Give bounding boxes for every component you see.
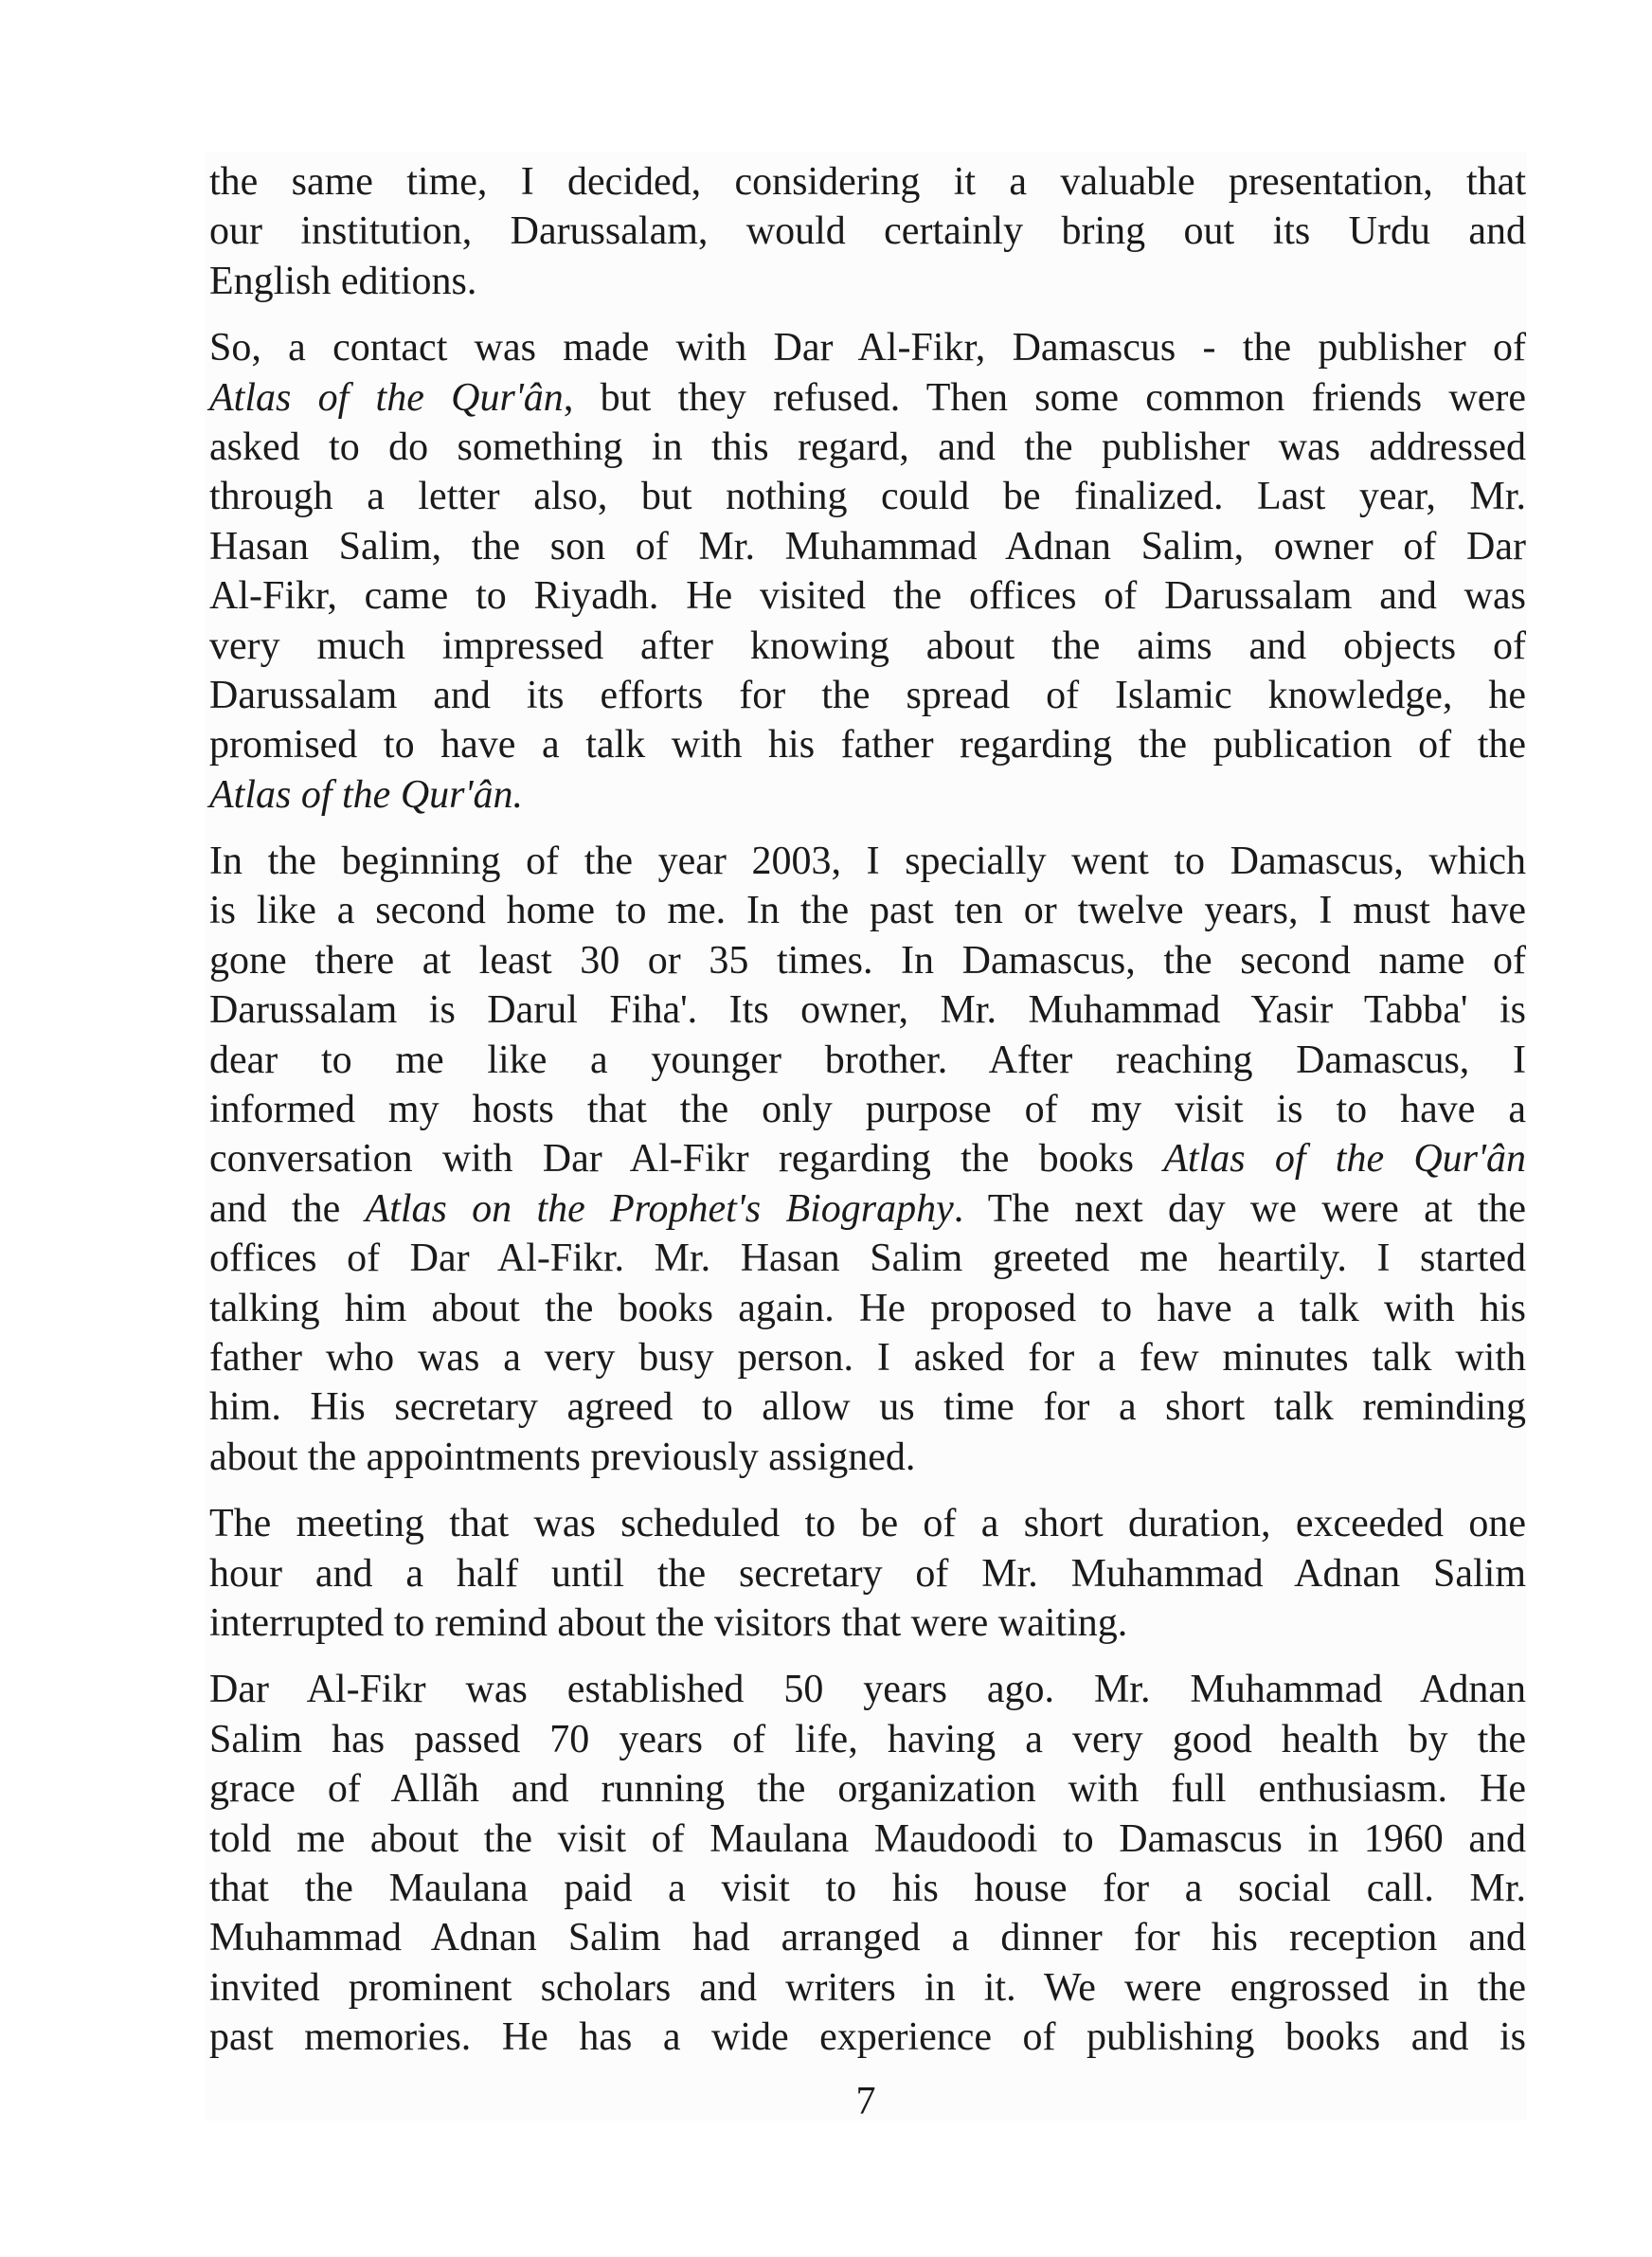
text-line [209, 1085, 1526, 1134]
text-line [209, 1598, 1526, 1648]
text-segment: conversation with Dar Al-Fikr regarding the books [209, 1137, 1164, 1182]
text-segment: Hasan Salim, the son of Mr. Muhammad Adnan Salim, owner of Dar [209, 524, 1526, 569]
text-segment: offices of Dar Al-Fikr. Mr. Hasan Salim greeted me heartily. I started [209, 1237, 1526, 1281]
text-segment: talking him about the books again. He proposed to have a talk with his [209, 1286, 1526, 1330]
text-line [209, 1333, 1526, 1382]
italic-title: Atlas of the Qur'ân. [209, 772, 523, 817]
text-line [209, 2013, 1526, 2062]
text-line [209, 1499, 1526, 1548]
page-number: 7 [855, 2080, 876, 2123]
text-segment: that the Maulana paid a visit to his house for a social call. Mr. [209, 1866, 1526, 1910]
text-line [209, 985, 1526, 1035]
paragraph [209, 1499, 1526, 1648]
text-segment: Muhammad Adnan Salim had arranged a dinner for his reception and [209, 1916, 1526, 1960]
italic-title: Atlas of the Qur'ân [209, 375, 564, 420]
text-segment: promised to have a talk with his father regarding the publication of the [209, 723, 1526, 767]
text-line [209, 207, 1526, 256]
text-segment: Salim has passed 70 years of life, having a very good health by the [209, 1717, 1526, 1761]
text-segment: is like a second home to me. In the past ten or twelve years, I must have [209, 889, 1526, 933]
text-segment: through a letter also, but nothing could be finalized. Last year, Mr. [209, 475, 1526, 519]
text-segment: and the [209, 1186, 366, 1231]
text-line [209, 1715, 1526, 1764]
paragraph [209, 323, 1526, 820]
text-segment: So, a contact was made with Dar Al-Fikr, Damascus - the publisher of [209, 326, 1526, 370]
paragraph [209, 837, 1526, 1482]
paragraph [209, 1665, 1526, 2062]
text-line [209, 886, 1526, 935]
text-segment: Dar Al-Fikr was established 50 years ago. Mr. Muhammad Adnan [209, 1668, 1526, 1712]
text-line [209, 1963, 1526, 2013]
text-segment: Al-Fikr, came to Riyadh. He visited the offices of Darussalam and was [209, 574, 1526, 619]
text-segment: the same time, I decided, considering it a valuable presentation, that [209, 160, 1526, 204]
text-segment: gone there at least 30 or 35 times. In Damascus, the second name of [209, 938, 1526, 983]
text-line [209, 622, 1526, 671]
text-segment: him. His secretary agreed to allow us time for a short talk reminding [209, 1385, 1526, 1430]
text-segment: informed my hosts that the only purpose of my visit is to have a [209, 1088, 1526, 1132]
text-line [209, 571, 1526, 621]
text-segment: English editions. [209, 259, 477, 303]
text-segment: , but they refused. Then some common friends were [563, 375, 1526, 420]
text-line [209, 323, 1526, 372]
paragraph [209, 157, 1526, 306]
text-line [209, 373, 1526, 423]
text-segment: Darussalam and its efforts for the spread of Islamic knowledge, he [209, 673, 1526, 717]
text-segment: hour and a half until the secretary of Mr. Muhammad Adnan Salim [209, 1551, 1526, 1596]
text-line [209, 1764, 1526, 1814]
text-line [209, 1815, 1526, 1864]
text-segment: In the beginning of the year 2003, I specially went to Damascus, which [209, 840, 1526, 884]
text-line [209, 1913, 1526, 1962]
text-segment: grace of Allãh and running the organization with full enthusiasm. He [209, 1767, 1526, 1812]
text-line [209, 1665, 1526, 1714]
italic-title: Atlas on the Prophet's Biography [365, 1186, 954, 1231]
text-line [209, 770, 1526, 820]
text-line [209, 1864, 1526, 1913]
text-line [209, 1184, 1526, 1234]
text-segment: told me about the visit of Maulana Maudoodi to Damascus in 1960 and [209, 1816, 1526, 1861]
text-line [209, 1284, 1526, 1333]
text-line [209, 1036, 1526, 1085]
text-segment: about the appointments previously assigned. [209, 1435, 916, 1479]
text-line [209, 1549, 1526, 1598]
text-line [209, 157, 1526, 207]
text-line [209, 936, 1526, 985]
text-line [209, 837, 1526, 886]
text-segment: past memories. He has a wide experience of publishing books and is [209, 2015, 1526, 2060]
text-line [209, 1134, 1526, 1183]
text-segment: Darussalam is Darul Fiha'. Its owner, Mr. Muhammad Yasir Tabba' is [209, 988, 1526, 1033]
text-line [209, 423, 1526, 472]
text-line [209, 720, 1526, 769]
text-segment: . The next day we were at the [953, 1186, 1527, 1231]
text-segment: interrupted to remind about the visitors that were waiting. [209, 1600, 1128, 1645]
body-text [209, 157, 1526, 2079]
text-segment: dear to me like a younger brother. After reaching Damascus, I [209, 1038, 1526, 1082]
text-segment: asked to do something in this regard, and the publisher was addressed [209, 424, 1526, 469]
italic-title: Atlas of the Qur'ân [1163, 1137, 1527, 1182]
text-segment: our institution, Darussalam, would certainly bring out its Urdu and [209, 209, 1526, 254]
text-line [209, 671, 1526, 720]
text-segment: The meeting that was scheduled to be of a short duration, exceeded one [209, 1502, 1526, 1546]
text-line [209, 1234, 1526, 1283]
text-line [209, 522, 1526, 571]
text-line [209, 1433, 1526, 1482]
text-segment: invited prominent scholars and writers in it. We were engrossed in the [209, 1965, 1526, 2010]
text-line [209, 1382, 1526, 1432]
text-line [209, 472, 1526, 521]
text-line [209, 257, 1526, 306]
text-segment: father who was a very busy person. I asked for a few minutes talk with [209, 1335, 1526, 1380]
text-segment: very much impressed after knowing about the aims and objects of [209, 623, 1526, 668]
